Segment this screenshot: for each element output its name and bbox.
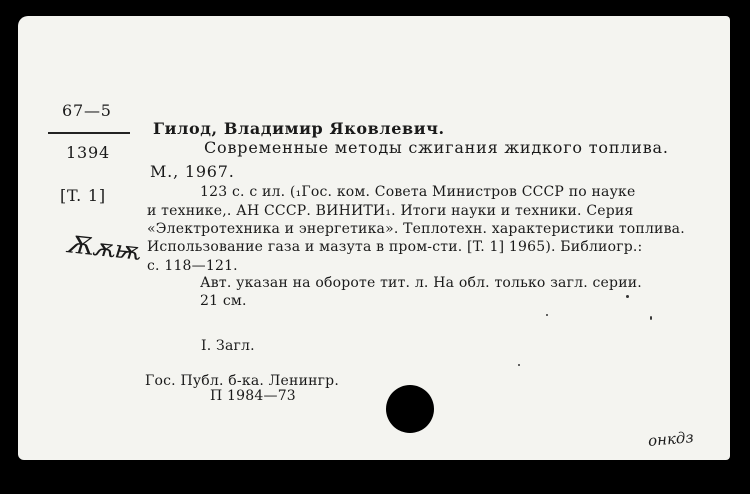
description-line-2: и технике,. АН СССР. ВИНИТИ₁. Итоги науки и техники. Серия <box>147 203 634 219</box>
volume-tag: [T. 1] <box>60 186 106 205</box>
description-line-3: «Электротехника и энергетика». Теплотехн. характеристики топлива. <box>147 221 685 237</box>
note: Авт. указан на обороте тит. л. На обл. только загл. серии. <box>200 275 642 291</box>
speck <box>626 295 629 298</box>
description-line-5: с. 118—121. <box>147 258 238 274</box>
author-heading: Гилод, Владимир Яковлевич. <box>153 119 445 138</box>
size: 21 см. <box>200 293 247 309</box>
corner-note: онкдз <box>647 428 695 450</box>
speck <box>546 314 548 316</box>
imprint: М., 1967. <box>150 162 235 181</box>
punch-hole <box>386 385 434 433</box>
description-line-1: 123 с. с ил. (₁Гос. ком. Совета Министров СССР по науке <box>200 184 636 200</box>
call-number-top: 67—5 <box>62 101 112 120</box>
library-name: Гос. Публ. б-ка. Ленингр. <box>145 373 339 389</box>
handwritten-mark: Ѫѫѭ <box>64 230 142 266</box>
title-line: Современные методы сжигания жидкого топлива. <box>204 138 669 157</box>
call-number-bottom: 1394 <box>66 143 110 162</box>
library-code: П 1984—73 <box>210 388 296 404</box>
speck <box>518 364 520 366</box>
description-line-4: Использование газа и мазута в пром-сти. [T. 1] 1965). Библиогр.: <box>147 239 643 255</box>
tracing: I. Загл. <box>201 338 255 354</box>
speck <box>650 316 652 320</box>
catalog-card <box>18 16 730 460</box>
divider-line <box>48 132 130 134</box>
